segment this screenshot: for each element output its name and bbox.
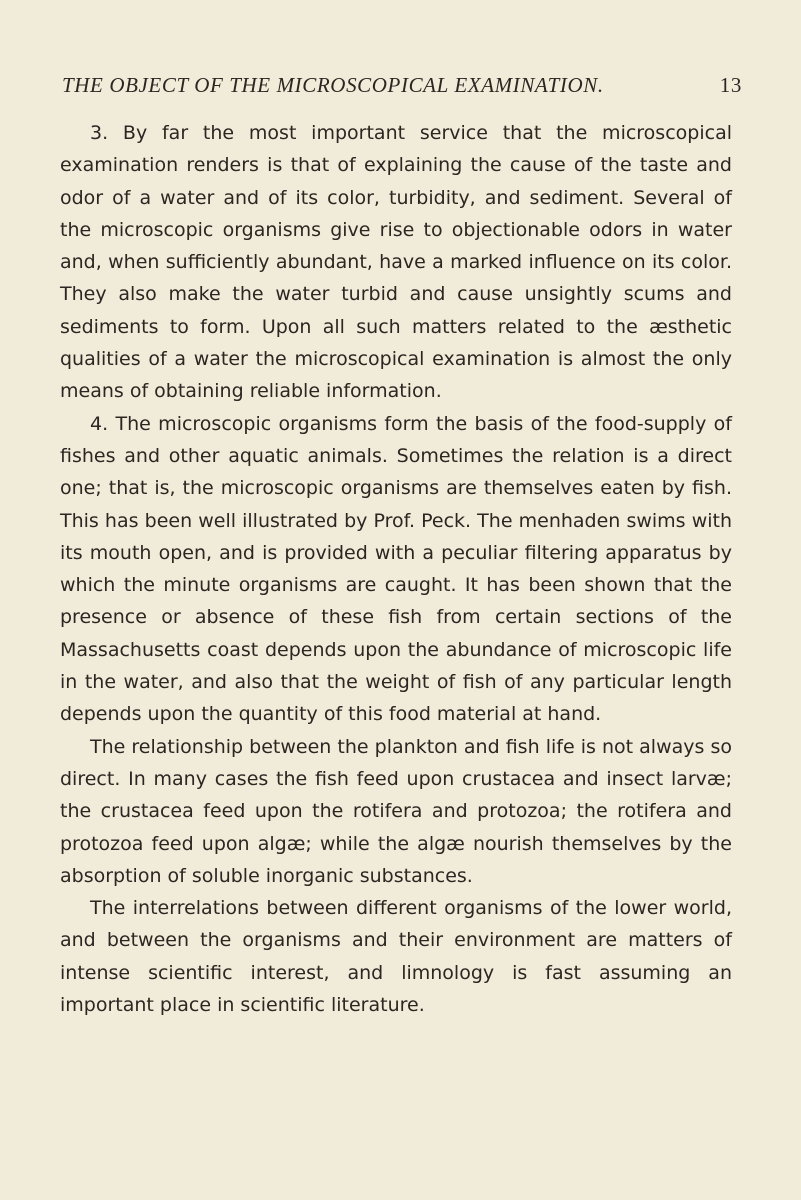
running-header-title: THE OBJECT OF THE MICROSCOPICAL EXAMINATION. <box>62 73 604 97</box>
paragraph-3: 3. By far the most important service that the microscopical examination renders is that of explaining the cause of the taste and odor of a water and of its color, turbidity, and sediment. Several of the microscopic organisms give rise to objectionable odors in water and, when sufficiently abundant, have a marked influence on its color. They also make the water turbid and cause unsightly scums and sediments to form. Upon all such matters related to the æsthetic qualities of a water the microscopical examination is almost the only means of obtaining reliable information. <box>60 122 732 403</box>
body-text <box>60 117 732 1021</box>
paragraph-interrelations: The interrelations between different organisms of the lower world, and between the organisms and their environment are matters of intense scientific interest, and limnology is fast assuming an important place in scientific literature. <box>60 897 732 1017</box>
running-header <box>62 73 742 97</box>
paragraph-plankton-fish: The relationship between the plankton and fish life is not always so direct. In many cases the fish feed upon crustacea and insect larvæ; the crustacea feed upon the rotifera and protozoa; the rotifera and protozoa feed upon algæ; while the algæ nourish themselves by the absorption of soluble inorganic substances. <box>60 735 732 887</box>
page-number: 13 <box>719 73 742 97</box>
paragraph-4: 4. The microscopic organisms form the basis of the food-supply of fishes and other aquatic animals. Sometimes the relation is a direct one; that is, the microscopic organisms are themselves eaten by fish. This has been well illustrated by Prof. Peck. The menhaden swims with its mouth open, and is provided with a peculiar filtering apparatus by which the minute organisms are caught. It has been shown that the presence or absence of these fish from certain sections of the Massachusetts coast depends upon the abundance of microscopic life in the water, and also that the weight of fish of any particular length depends upon the quantity of this food material at hand. <box>60 412 732 726</box>
